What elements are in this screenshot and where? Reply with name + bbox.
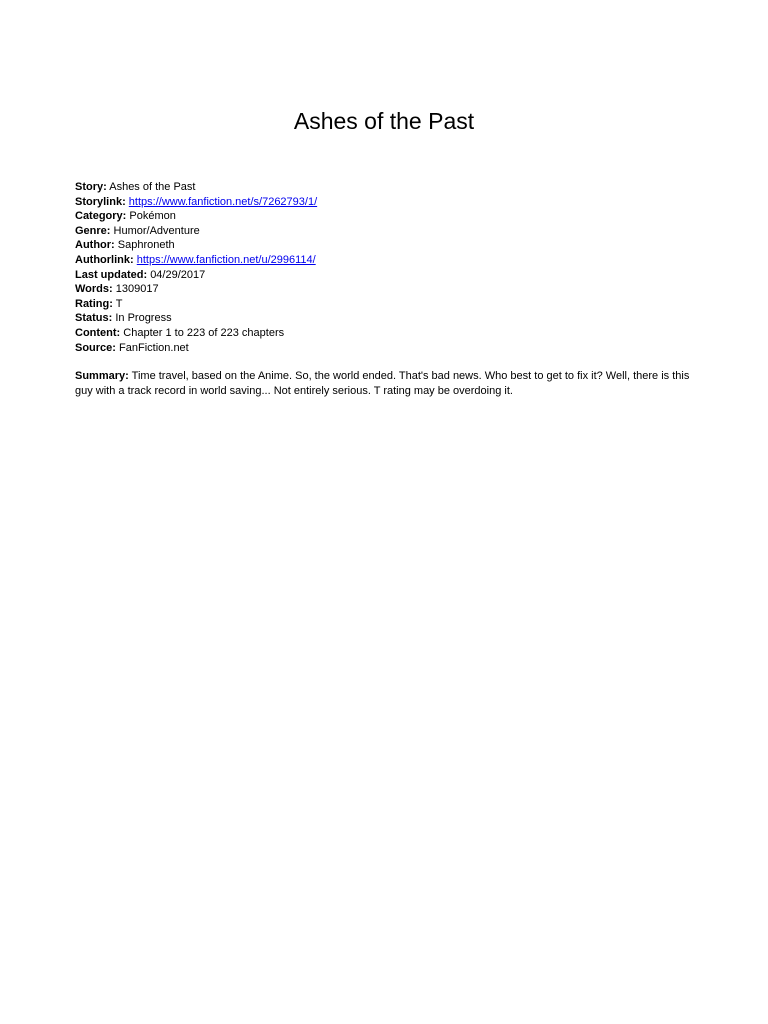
content-value: Chapter 1 to 223 of 223 chapters (123, 326, 285, 339)
rating-label: Rating: (75, 297, 113, 310)
status-row (75, 311, 715, 326)
author-row (75, 238, 715, 253)
last-updated-row (75, 268, 715, 283)
source-label: Source: (75, 341, 116, 354)
words-value: 1309017 (115, 283, 159, 296)
story-row (75, 180, 715, 195)
page-title: Ashes of the Past (293, 108, 475, 134)
summary-text: Time travel, based on the Anime. So, the world ended. That's bad news. Who best to get to fix it? Well, there is this guy with a track record in world saving... Not entirely serious. T rating may be overdoing it. (75, 370, 690, 397)
storylink-link[interactable]: https://www.fanfiction.net/s/7262793/1/ (128, 195, 318, 208)
last-updated-label: Last updated: (75, 268, 148, 281)
content-label: Content: (75, 326, 121, 339)
authorlink-row (75, 253, 715, 268)
genre-label: Genre: (75, 224, 111, 237)
words-label: Words: (75, 283, 113, 296)
content-row (75, 326, 715, 341)
story-label: Story: (75, 181, 107, 193)
genre-row (75, 224, 715, 239)
summary-label: Summary: (75, 370, 129, 382)
summary-paragraph (75, 369, 695, 398)
status-label: Status: (75, 312, 113, 325)
rating-row (75, 297, 715, 312)
story-metadata (75, 180, 715, 355)
category-label: Category: (75, 210, 127, 223)
source-row (75, 341, 715, 356)
story-value: Ashes of the Past (109, 181, 196, 193)
words-row (75, 282, 715, 297)
author-label: Author: (75, 239, 115, 252)
category-row (75, 209, 715, 224)
storylink-label: Storylink: (75, 195, 126, 208)
status-value: In Progress (115, 312, 172, 325)
storylink-row (75, 195, 715, 210)
source-value: FanFiction.net (119, 341, 189, 354)
rating-value: T (115, 297, 123, 310)
authorlink-link[interactable]: https://www.fanfiction.net/u/2996114/ (136, 253, 316, 266)
genre-value: Humor/Adventure (113, 224, 200, 237)
last-updated-value: 04/29/2017 (150, 268, 206, 281)
authorlink-label: Authorlink: (75, 253, 134, 266)
author-value: Saphroneth (117, 239, 175, 252)
category-value: Pokémon (129, 210, 176, 223)
